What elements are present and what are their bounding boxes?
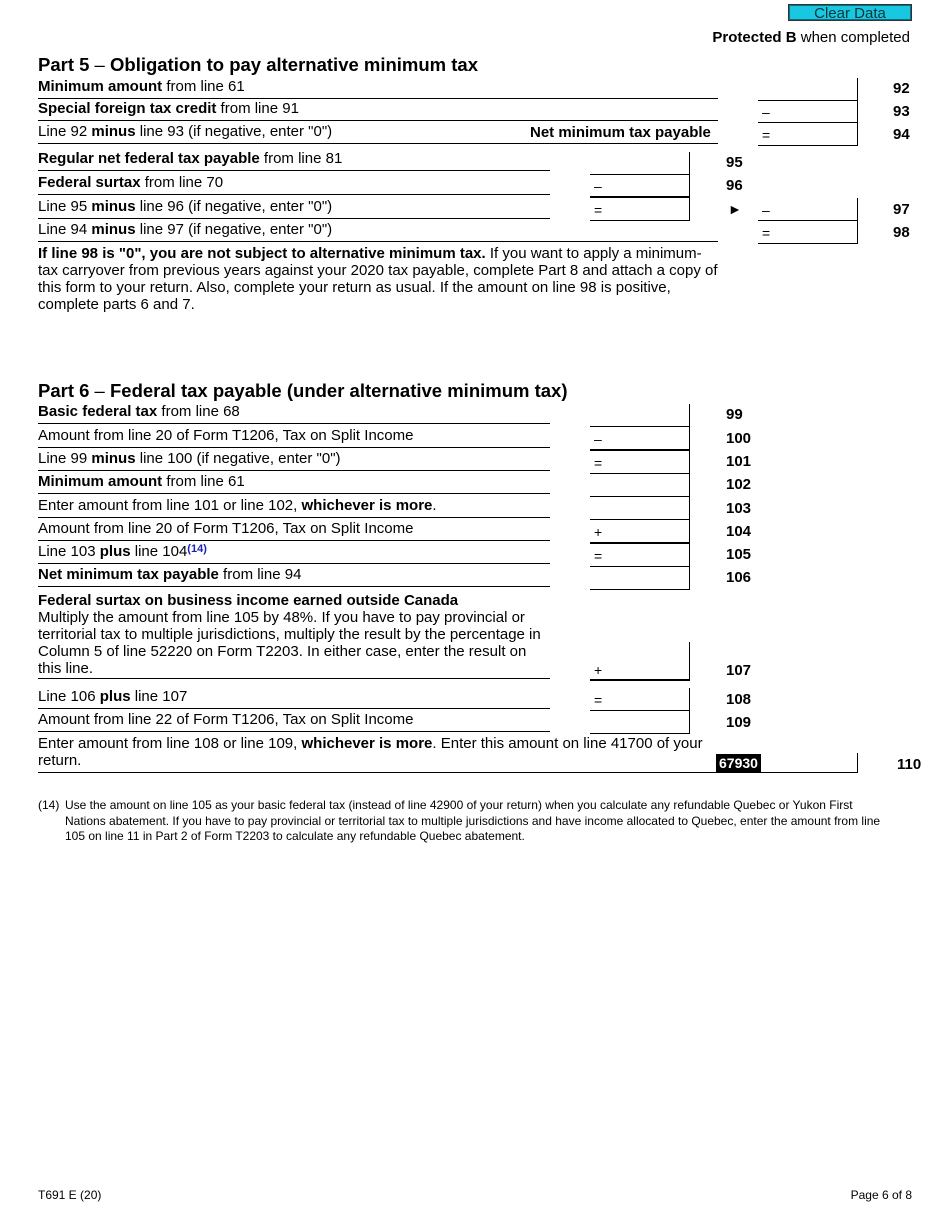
line-92-number: 92 xyxy=(893,80,910,97)
line-107-bold: Federal surtax on business income earned outside Canada xyxy=(38,592,459,609)
line-110-text-a: Enter amount from line 108 or line 109, xyxy=(38,735,302,752)
part5-title-dash: – xyxy=(89,54,110,75)
line-107-desc xyxy=(38,592,550,679)
line-108-text-a: Line 106 xyxy=(38,688,100,705)
line-104-input[interactable] xyxy=(590,520,690,544)
line-106-input[interactable] xyxy=(590,567,690,590)
line-104-number: 104 xyxy=(726,523,752,540)
line-95-desc xyxy=(38,150,550,171)
line-108-cents-divider xyxy=(689,688,690,710)
line-94-text-a: Line 92 xyxy=(38,123,92,140)
carry-arrow-icon: ► xyxy=(728,201,742,217)
line-92-cents-divider xyxy=(857,78,858,100)
line-96-input[interactable] xyxy=(590,174,690,198)
line-100-text: Amount from line 20 of Form T1206, Tax on Split Income xyxy=(38,427,414,444)
line-105-text-a: Line 103 xyxy=(38,543,100,560)
line-101-text: line 100 (if negative, enter "0") xyxy=(135,450,341,467)
footnote-14-number: (14) xyxy=(38,798,60,812)
line-108-desc xyxy=(38,688,550,709)
line-107-input[interactable] xyxy=(590,642,690,681)
line-101-desc xyxy=(38,450,550,471)
line-102-cents-divider xyxy=(689,474,690,496)
line-108-bold: plus xyxy=(99,688,131,705)
line-106-bold: Net minimum tax payable xyxy=(38,566,219,583)
line-106-desc xyxy=(38,566,550,587)
line-110-text: . Enter this amount on line 41700 of your return. xyxy=(38,735,703,769)
line-95-number: 95 xyxy=(726,154,743,171)
line-105-number: 105 xyxy=(726,546,752,563)
line-107-number: 107 xyxy=(726,662,752,679)
part5-note-text: If you want to apply a minimum-tax carryover from previous years against your 2020 tax payable, complete Part 8 and attach a copy of this form to your return. Also, complete your return as usual. If the amount on line 98 is positive, complete parts 6 and 7. xyxy=(38,245,718,313)
line-98-input[interactable] xyxy=(758,221,858,244)
line-101-bold: minus xyxy=(91,450,136,467)
line-96-operator: – xyxy=(594,178,602,194)
line-102-bold: Minimum amount xyxy=(38,473,163,490)
line-110-number: 110 xyxy=(897,756,922,773)
line-105-input[interactable] xyxy=(590,544,690,567)
line-107-cents-divider xyxy=(689,642,690,679)
line-97-input[interactable] xyxy=(758,198,858,221)
line-95-input[interactable] xyxy=(590,152,690,175)
line-108-operator: = xyxy=(594,692,603,708)
line-97-desc xyxy=(38,198,550,219)
line-97-text: line 96 (if negative, enter "0") xyxy=(135,198,333,215)
footnote-14-text: Use the amount on line 105 as your basic federal tax (instead of line 42900 of your return) when you calculate any refundable Quebec or Yukon First Nations abatement. If you have to pay provincial or territorial tax to multiple jurisdictions and have income allocated to Quebec, enter the amount from line 105 on line 11 in Part 2 of Form T2203 to calculate any refundable Quebec abatement. xyxy=(65,798,881,843)
line-93-operator: – xyxy=(762,104,770,120)
line-96-bold: Federal surtax xyxy=(38,174,141,191)
line-97-bold: minus xyxy=(91,198,136,215)
protected-b-notice xyxy=(712,29,910,46)
line-105-text: line 104 xyxy=(130,543,188,560)
line-93-desc xyxy=(38,100,718,121)
page-number: Page 6 of 8 xyxy=(850,1188,912,1202)
line-96-cents-divider xyxy=(689,174,690,196)
part5-title-text: Obligation to pay alternative minimum tax xyxy=(110,54,479,75)
footnote-14-ref[interactable]: (14) xyxy=(187,543,207,555)
line-99-number: 99 xyxy=(726,406,743,423)
line-94-cents-divider xyxy=(857,123,858,145)
part5-title xyxy=(38,54,478,76)
line-110-value: 67930 xyxy=(716,754,761,772)
line-98-desc xyxy=(38,221,718,242)
line-104-operator: + xyxy=(594,524,603,540)
line-105-operator: = xyxy=(594,548,603,564)
line-95-text: from line 81 xyxy=(259,150,343,167)
line-93-bold: Special foreign tax credit xyxy=(38,100,217,117)
line-98-bold: minus xyxy=(91,221,136,238)
line-97-cents-divider xyxy=(857,198,858,220)
line-107-operator: + xyxy=(594,662,603,678)
line-103-text: . xyxy=(432,497,437,514)
line-105-bold: plus xyxy=(99,543,131,560)
protected-b-label: Protected B xyxy=(712,29,797,46)
line-96-desc xyxy=(38,174,550,195)
line-100-number: 100 xyxy=(726,430,752,447)
line-102-desc xyxy=(38,473,550,494)
line-99-bold: Basic federal tax xyxy=(38,403,158,420)
line-106-number: 106 xyxy=(726,569,752,586)
line-103-input[interactable] xyxy=(590,497,690,520)
line-101-text-a: Line 99 xyxy=(38,450,92,467)
part6-title-text: Federal tax payable (under alternative minimum tax) xyxy=(110,380,568,401)
line-104-text: Amount from line 20 of Form T1206, Tax on Split Income xyxy=(38,520,414,537)
line-97-operator: = xyxy=(594,202,603,218)
line-97-number: 97 xyxy=(893,201,910,218)
net-minimum-tax-payable-label: Net minimum tax payable xyxy=(530,124,711,141)
part6-title-number: Part 6 xyxy=(38,380,90,401)
line-100-operator: – xyxy=(594,431,602,447)
line-97-left-cents-divider xyxy=(689,198,690,220)
part5-note xyxy=(38,245,718,313)
line-93-text: from line 91 xyxy=(216,100,299,117)
line-93-number: 93 xyxy=(893,103,910,120)
line-94-text: line 93 (if negative, enter "0") xyxy=(135,123,333,140)
protected-b-rest: when completed xyxy=(796,29,910,46)
line-98-text-a: Line 94 xyxy=(38,221,92,238)
line-106-cents-divider xyxy=(689,567,690,589)
part6-title xyxy=(38,380,568,402)
line-99-desc xyxy=(38,403,550,424)
line-110-desc xyxy=(38,735,718,769)
line-98-number: 98 xyxy=(893,224,910,241)
line-102-text: from line 61 xyxy=(162,473,245,490)
line-109-text: Amount from line 22 of Form T1206, Tax on Split Income xyxy=(38,711,414,728)
line-101-operator: = xyxy=(594,455,603,471)
line-94-number: 94 xyxy=(893,126,910,143)
line-101-input[interactable] xyxy=(590,451,690,474)
line-108-input[interactable] xyxy=(590,688,690,711)
line-105-cents-divider xyxy=(689,544,690,566)
line-100-desc xyxy=(38,427,550,448)
line-102-number: 102 xyxy=(726,476,752,493)
line-95-cents-divider xyxy=(689,152,690,174)
part5-note-bold: If line 98 is "0", you are not subject to alternative minimum tax. xyxy=(38,245,486,262)
line-104-desc xyxy=(38,520,550,541)
line-103-number: 103 xyxy=(726,500,752,517)
line-103-bold: whichever is more xyxy=(301,497,433,514)
line-109-input[interactable] xyxy=(590,711,690,734)
line-110-cents-divider xyxy=(857,753,858,772)
line-110-bold: whichever is more xyxy=(301,735,433,752)
line-101-cents-divider xyxy=(689,451,690,473)
line-98-operator: = xyxy=(762,225,771,241)
line-109-number: 109 xyxy=(726,714,752,731)
line-102-input[interactable] xyxy=(590,474,690,497)
line-109-desc xyxy=(38,711,550,732)
line-96-text: from line 70 xyxy=(140,174,224,191)
line-100-input[interactable] xyxy=(590,427,690,451)
line-99-text: from line 68 xyxy=(157,403,240,420)
line-93-cents-divider xyxy=(857,100,858,122)
part5-title-number: Part 5 xyxy=(38,54,90,75)
line-94-input[interactable] xyxy=(758,123,858,146)
line-105-desc xyxy=(38,543,550,564)
line-107-text: Multiply the amount from line 105 by 48%. If you have to pay provincial or territorial tax to multiple jurisdictions, multiply the result by the percentage in Column 5 of line 52220 on Form T2203. In either case, enter the result on this line. xyxy=(38,609,541,677)
line-94-bold: minus xyxy=(91,123,136,140)
line-98-text: line 97 (if negative, enter "0") xyxy=(135,221,333,238)
line-92-text: from line 61 xyxy=(162,78,245,95)
line-97-text-a: Line 95 xyxy=(38,198,92,215)
line-97-left-input[interactable] xyxy=(590,198,690,221)
line-104-cents-divider xyxy=(689,520,690,542)
line-93-input[interactable] xyxy=(758,100,858,123)
line-92-desc xyxy=(38,78,718,99)
line-108-number: 108 xyxy=(726,691,752,708)
line-103-desc xyxy=(38,497,550,518)
line-94-operator: = xyxy=(762,127,771,143)
line-103-cents-divider xyxy=(689,497,690,519)
clear-data-button[interactable]: Clear Data xyxy=(788,4,912,21)
line-99-cents-divider xyxy=(689,404,690,426)
line-92-input[interactable] xyxy=(758,78,858,101)
line-97-right-operator: – xyxy=(762,202,770,218)
line-101-number: 101 xyxy=(726,453,752,470)
line-108-text: line 107 xyxy=(130,688,188,705)
part6-title-dash: – xyxy=(89,380,110,401)
form-identifier: T691 E (20) xyxy=(38,1188,102,1202)
line-99-input[interactable] xyxy=(590,404,690,427)
line-106-text: from line 94 xyxy=(218,566,302,583)
line-109-cents-divider xyxy=(689,711,690,733)
line-100-cents-divider xyxy=(689,427,690,449)
line-103-text-a: Enter amount from line 101 or line 102, xyxy=(38,497,302,514)
line-110-rule xyxy=(38,772,858,773)
line-98-cents-divider xyxy=(857,221,858,243)
line-95-bold: Regular net federal tax payable xyxy=(38,150,260,167)
line-96-number: 96 xyxy=(726,177,743,194)
line-92-bold: Minimum amount xyxy=(38,78,163,95)
